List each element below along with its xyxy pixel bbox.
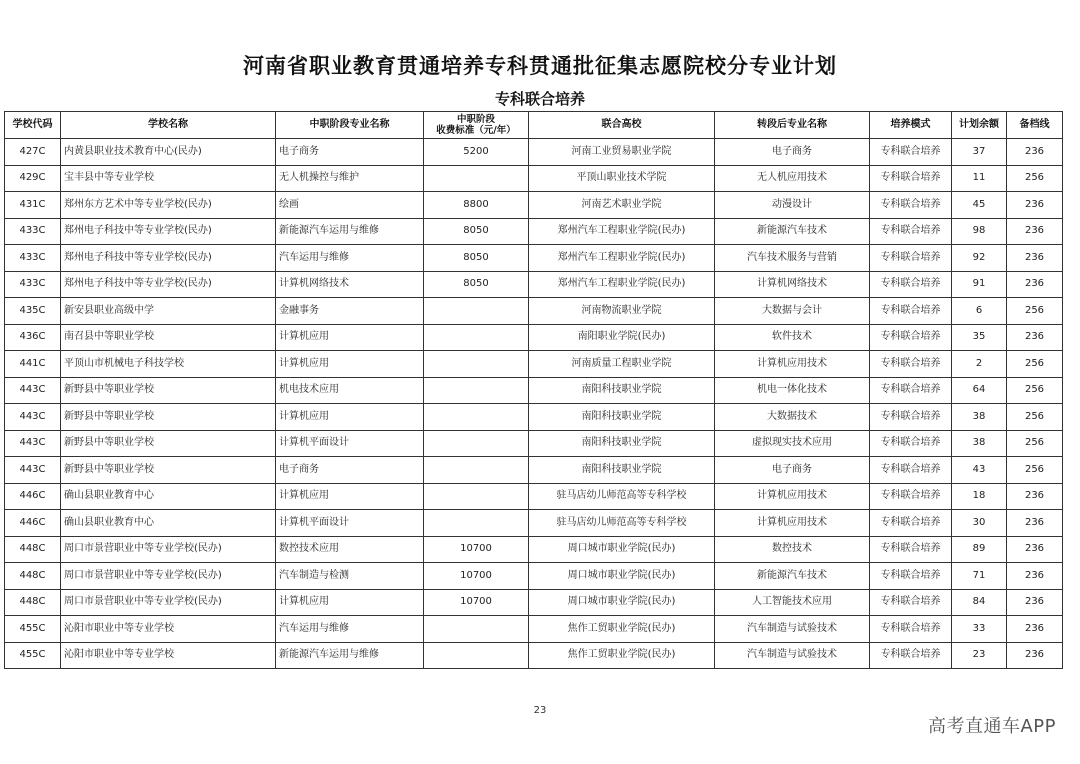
cell-after-major: 电子商务 (715, 457, 870, 484)
cell-cutoff: 256 (1007, 298, 1063, 325)
cell-after-major: 汽车制造与试验技术 (715, 642, 870, 669)
cell-cutoff: 256 (1007, 351, 1063, 378)
table-row (5, 271, 1063, 298)
cell-fee (424, 616, 529, 643)
watermark: 高考直通车APP (927, 716, 1056, 737)
table-row (5, 192, 1063, 219)
cell-fee: 8050 (424, 218, 529, 245)
cell-fee (424, 457, 529, 484)
cell-major-name: 计算机应用 (276, 483, 424, 510)
cell-training-mode: 专科联合培养 (870, 536, 952, 563)
cell-school-code: 435C (5, 298, 61, 325)
cell-partner-college: 周口城市职业学院(民办) (529, 536, 715, 563)
cell-major-name: 电子商务 (276, 139, 424, 166)
cell-after-major: 计算机应用技术 (715, 510, 870, 537)
cell-plan-remaining: 33 (952, 616, 1007, 643)
table-row (5, 404, 1063, 431)
cell-plan-remaining: 92 (952, 245, 1007, 272)
cell-after-major: 大数据与会计 (715, 298, 870, 325)
cell-cutoff: 256 (1007, 165, 1063, 192)
cell-training-mode: 专科联合培养 (870, 377, 952, 404)
table-row (5, 377, 1063, 404)
cell-school-name: 郑州电子科技中等专业学校(民办) (61, 218, 276, 245)
cell-cutoff: 236 (1007, 536, 1063, 563)
cell-plan-remaining: 38 (952, 404, 1007, 431)
cell-major-name: 计算机应用 (276, 404, 424, 431)
cell-plan-remaining: 64 (952, 377, 1007, 404)
cell-major-name: 汽车运用与维修 (276, 245, 424, 272)
cell-major-name: 计算机应用 (276, 351, 424, 378)
cell-fee (424, 165, 529, 192)
cell-school-code: 441C (5, 351, 61, 378)
cell-partner-college: 郑州汽车工程职业学院(民办) (529, 271, 715, 298)
table-row (5, 298, 1063, 325)
cell-partner-college: 河南艺术职业学院 (529, 192, 715, 219)
cell-major-name: 机电技术应用 (276, 377, 424, 404)
table-row (5, 563, 1063, 590)
cell-after-major: 软件技术 (715, 324, 870, 351)
cell-cutoff: 236 (1007, 139, 1063, 166)
cell-partner-college: 驻马店幼儿师范高等专科学校 (529, 510, 715, 537)
cell-partner-college: 南阳科技职业学院 (529, 404, 715, 431)
cell-school-code: 433C (5, 271, 61, 298)
cell-fee: 5200 (424, 139, 529, 166)
cell-fee (424, 298, 529, 325)
cell-after-major: 汽车技术服务与营销 (715, 245, 870, 272)
cell-after-major: 无人机应用技术 (715, 165, 870, 192)
cell-cutoff: 256 (1007, 457, 1063, 484)
cell-fee: 10700 (424, 563, 529, 590)
cell-cutoff: 236 (1007, 483, 1063, 510)
cell-after-major: 新能源汽车技术 (715, 218, 870, 245)
cell-major-name: 电子商务 (276, 457, 424, 484)
cell-fee (424, 642, 529, 669)
cell-after-major: 计算机网络技术 (715, 271, 870, 298)
cell-training-mode: 专科联合培养 (870, 642, 952, 669)
cell-school-code: 443C (5, 430, 61, 457)
cell-partner-college: 南阳科技职业学院 (529, 377, 715, 404)
table-row (5, 642, 1063, 669)
cell-partner-college: 焦作工贸职业学院(民办) (529, 616, 715, 643)
cell-partner-college: 驻马店幼儿师范高等专科学校 (529, 483, 715, 510)
cell-major-name: 汽车制造与检测 (276, 563, 424, 590)
cell-partner-college: 周口城市职业学院(民办) (529, 589, 715, 616)
cell-school-name: 宝丰县中等专业学校 (61, 165, 276, 192)
cell-after-major: 计算机应用技术 (715, 351, 870, 378)
cell-after-major: 新能源汽车技术 (715, 563, 870, 590)
cell-fee: 8050 (424, 271, 529, 298)
cell-plan-remaining: 37 (952, 139, 1007, 166)
cell-after-major: 汽车制造与试验技术 (715, 616, 870, 643)
cell-major-name: 计算机平面设计 (276, 510, 424, 537)
table-body (5, 139, 1063, 669)
cell-training-mode: 专科联合培养 (870, 192, 952, 219)
plan-table (4, 111, 1063, 669)
cell-after-major: 虚拟现实技术应用 (715, 430, 870, 457)
cell-plan-remaining: 84 (952, 589, 1007, 616)
cell-school-name: 南召县中等职业学校 (61, 324, 276, 351)
cell-training-mode: 专科联合培养 (870, 218, 952, 245)
cell-plan-remaining: 11 (952, 165, 1007, 192)
cell-school-name: 周口市景营职业中等专业学校(民办) (61, 536, 276, 563)
cell-school-code: 443C (5, 404, 61, 431)
table-row (5, 245, 1063, 272)
cell-partner-college: 周口城市职业学院(民办) (529, 563, 715, 590)
header-cutoff: 备档线 (1007, 112, 1063, 139)
cell-training-mode: 专科联合培养 (870, 483, 952, 510)
cell-training-mode: 专科联合培养 (870, 510, 952, 537)
cell-cutoff: 236 (1007, 563, 1063, 590)
cell-cutoff: 236 (1007, 218, 1063, 245)
table-row (5, 510, 1063, 537)
header-fee-line1: 中职阶段 (456, 114, 495, 125)
cell-after-major: 动漫设计 (715, 192, 870, 219)
cell-school-code: 431C (5, 192, 61, 219)
cell-major-name: 计算机平面设计 (276, 430, 424, 457)
cell-school-code: 429C (5, 165, 61, 192)
cell-school-code: 448C (5, 589, 61, 616)
cell-school-code: 455C (5, 642, 61, 669)
cell-training-mode: 专科联合培养 (870, 404, 952, 431)
cell-school-name: 新野县中等职业学校 (61, 404, 276, 431)
cell-school-name: 确山县职业教育中心 (61, 483, 276, 510)
cell-cutoff: 236 (1007, 324, 1063, 351)
cell-after-major: 计算机应用技术 (715, 483, 870, 510)
cell-training-mode: 专科联合培养 (870, 324, 952, 351)
cell-partner-college: 河南物流职业学院 (529, 298, 715, 325)
cell-after-major: 人工智能技术应用 (715, 589, 870, 616)
cell-after-major: 大数据技术 (715, 404, 870, 431)
cell-partner-college: 南阳科技职业学院 (529, 457, 715, 484)
table-row (5, 139, 1063, 166)
cell-cutoff: 256 (1007, 377, 1063, 404)
cell-major-name: 绘画 (276, 192, 424, 219)
cell-partner-college: 郑州汽车工程职业学院(民办) (529, 218, 715, 245)
cell-school-code: 455C (5, 616, 61, 643)
cell-fee: 8800 (424, 192, 529, 219)
cell-after-major: 机电一体化技术 (715, 377, 870, 404)
cell-school-name: 沁阳市职业中等专业学校 (61, 616, 276, 643)
table-header-row (5, 112, 1063, 139)
table-row (5, 457, 1063, 484)
cell-plan-remaining: 18 (952, 483, 1007, 510)
cell-fee (424, 430, 529, 457)
cell-plan-remaining: 35 (952, 324, 1007, 351)
cell-school-code: 446C (5, 483, 61, 510)
page-number: 23 (533, 705, 547, 716)
table-row (5, 430, 1063, 457)
cell-training-mode: 专科联合培养 (870, 165, 952, 192)
cell-school-name: 周口市景营职业中等专业学校(民办) (61, 589, 276, 616)
cell-partner-college: 焦作工贸职业学院(民办) (529, 642, 715, 669)
cell-major-name: 新能源汽车运用与维修 (276, 642, 424, 669)
cell-fee (424, 483, 529, 510)
cell-training-mode: 专科联合培养 (870, 139, 952, 166)
cell-major-name: 计算机应用 (276, 324, 424, 351)
cell-cutoff: 236 (1007, 642, 1063, 669)
cell-plan-remaining: 91 (952, 271, 1007, 298)
cell-major-name: 计算机网络技术 (276, 271, 424, 298)
page-title: 河南省职业教育贯通培养专科贯通批征集志愿院校分专业计划 (243, 54, 837, 78)
cell-training-mode: 专科联合培养 (870, 245, 952, 272)
cell-school-code: 448C (5, 536, 61, 563)
cell-training-mode: 专科联合培养 (870, 589, 952, 616)
table-row (5, 536, 1063, 563)
cell-plan-remaining: 6 (952, 298, 1007, 325)
cell-partner-college: 河南质量工程职业学院 (529, 351, 715, 378)
cell-school-code: 446C (5, 510, 61, 537)
cell-fee: 8050 (424, 245, 529, 272)
cell-plan-remaining: 2 (952, 351, 1007, 378)
cell-school-name: 平顶山市机械电子科技学校 (61, 351, 276, 378)
cell-cutoff: 236 (1007, 192, 1063, 219)
cell-cutoff: 236 (1007, 510, 1063, 537)
cell-partner-college: 南阳科技职业学院 (529, 430, 715, 457)
cell-school-name: 沁阳市职业中等专业学校 (61, 642, 276, 669)
header-fee (424, 112, 529, 139)
cell-partner-college: 河南工业贸易职业学院 (529, 139, 715, 166)
cell-plan-remaining: 43 (952, 457, 1007, 484)
cell-fee (424, 377, 529, 404)
cell-major-name: 汽车运用与维修 (276, 616, 424, 643)
header-fee-line2: 收费标准（元/年） (436, 125, 516, 136)
cell-fee (424, 404, 529, 431)
cell-partner-college: 平顶山职业技术学院 (529, 165, 715, 192)
header-after-major: 转段后专业名称 (715, 112, 870, 139)
header-major-name: 中职阶段专业名称 (276, 112, 424, 139)
cell-fee: 10700 (424, 536, 529, 563)
cell-fee (424, 324, 529, 351)
cell-cutoff: 256 (1007, 404, 1063, 431)
cell-fee (424, 351, 529, 378)
cell-training-mode: 专科联合培养 (870, 457, 952, 484)
cell-cutoff: 236 (1007, 271, 1063, 298)
cell-major-name: 无人机操控与维护 (276, 165, 424, 192)
cell-school-code: 443C (5, 457, 61, 484)
header-training-mode: 培养模式 (870, 112, 952, 139)
cell-school-name: 确山县职业教育中心 (61, 510, 276, 537)
cell-school-name: 郑州电子科技中等专业学校(民办) (61, 245, 276, 272)
cell-school-code: 443C (5, 377, 61, 404)
cell-training-mode: 专科联合培养 (870, 271, 952, 298)
cell-major-name: 新能源汽车运用与维修 (276, 218, 424, 245)
cell-school-name: 郑州电子科技中等专业学校(民办) (61, 271, 276, 298)
cell-plan-remaining: 98 (952, 218, 1007, 245)
header-plan-remaining: 计划余额 (952, 112, 1007, 139)
cell-fee (424, 510, 529, 537)
cell-school-code: 448C (5, 563, 61, 590)
cell-school-code: 433C (5, 218, 61, 245)
cell-plan-remaining: 38 (952, 430, 1007, 457)
cell-partner-college: 郑州汽车工程职业学院(民办) (529, 245, 715, 272)
table-row (5, 616, 1063, 643)
cell-major-name: 计算机应用 (276, 589, 424, 616)
cell-fee: 10700 (424, 589, 529, 616)
page-subtitle: 专科联合培养 (494, 90, 585, 108)
cell-school-code: 433C (5, 245, 61, 272)
cell-training-mode: 专科联合培养 (870, 616, 952, 643)
cell-school-name: 新野县中等职业学校 (61, 430, 276, 457)
cell-major-name: 数控技术应用 (276, 536, 424, 563)
cell-plan-remaining: 89 (952, 536, 1007, 563)
cell-plan-remaining: 30 (952, 510, 1007, 537)
cell-school-name: 郑州东方艺术中等专业学校(民办) (61, 192, 276, 219)
cell-school-name: 内黄县职业技术教育中心(民办) (61, 139, 276, 166)
header-partner-college: 联合高校 (529, 112, 715, 139)
cell-training-mode: 专科联合培养 (870, 563, 952, 590)
cell-plan-remaining: 23 (952, 642, 1007, 669)
cell-training-mode: 专科联合培养 (870, 430, 952, 457)
cell-cutoff: 236 (1007, 589, 1063, 616)
table-row (5, 483, 1063, 510)
table-row (5, 324, 1063, 351)
cell-training-mode: 专科联合培养 (870, 351, 952, 378)
cell-cutoff: 236 (1007, 616, 1063, 643)
cell-training-mode: 专科联合培养 (870, 298, 952, 325)
cell-school-name: 新野县中等职业学校 (61, 457, 276, 484)
cell-cutoff: 236 (1007, 245, 1063, 272)
header-school-code: 学校代码 (5, 112, 61, 139)
cell-plan-remaining: 71 (952, 563, 1007, 590)
table-row (5, 218, 1063, 245)
cell-after-major: 数控技术 (715, 536, 870, 563)
cell-school-code: 427C (5, 139, 61, 166)
cell-cutoff: 256 (1007, 430, 1063, 457)
table-row (5, 589, 1063, 616)
cell-school-name: 新野县中等职业学校 (61, 377, 276, 404)
header-school-name: 学校名称 (61, 112, 276, 139)
cell-plan-remaining: 45 (952, 192, 1007, 219)
cell-school-name: 新安县职业高级中学 (61, 298, 276, 325)
table-row (5, 351, 1063, 378)
cell-school-name: 周口市景营职业中等专业学校(民办) (61, 563, 276, 590)
cell-after-major: 电子商务 (715, 139, 870, 166)
cell-major-name: 金融事务 (276, 298, 424, 325)
table-row (5, 165, 1063, 192)
cell-school-code: 436C (5, 324, 61, 351)
cell-partner-college: 南阳职业学院(民办) (529, 324, 715, 351)
